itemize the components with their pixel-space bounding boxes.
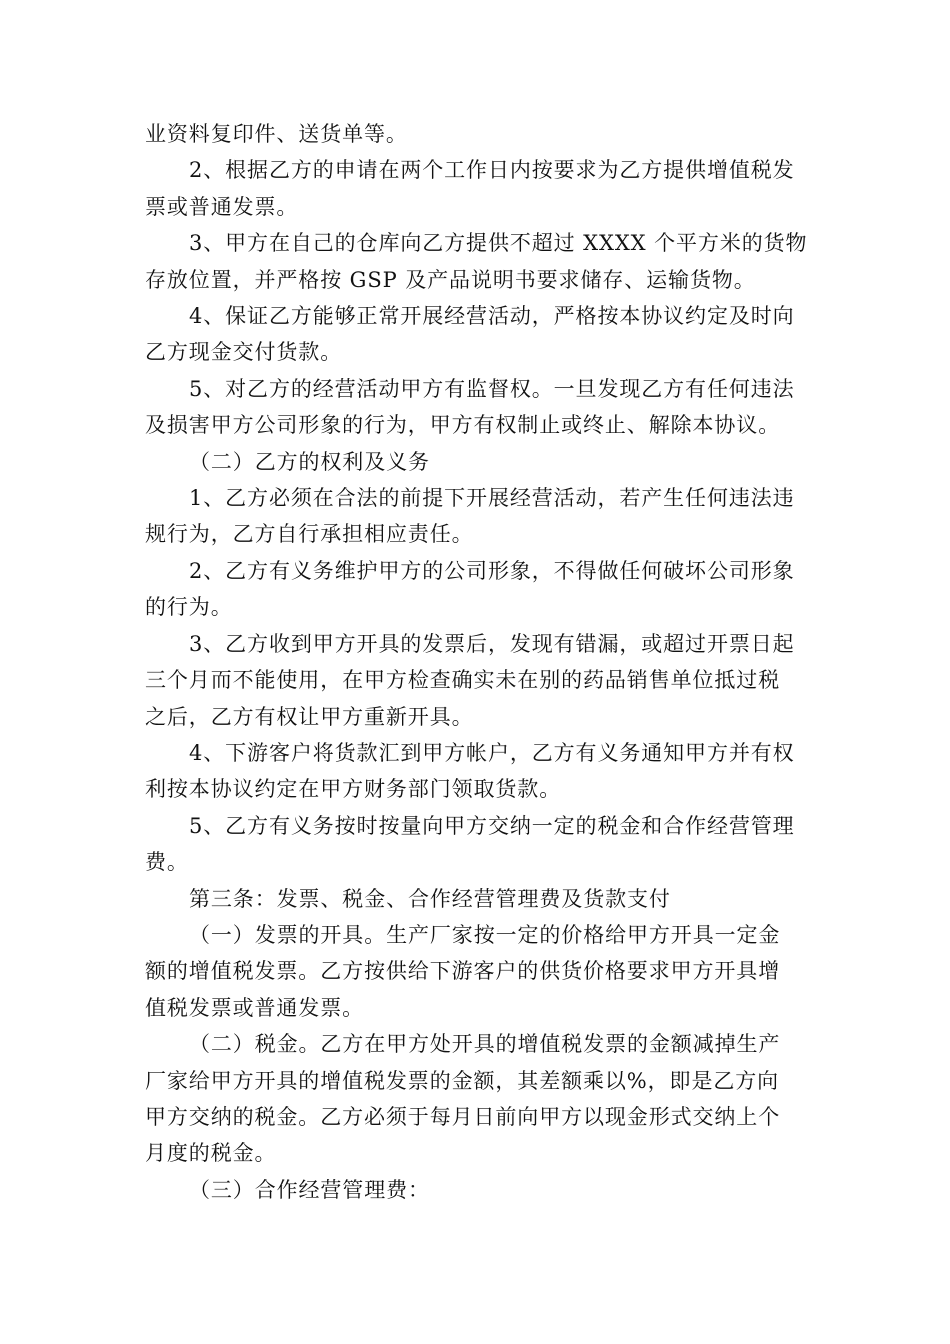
paragraph-line: 票或普通发票。 xyxy=(145,194,299,219)
paragraph xyxy=(145,626,805,735)
paragraph xyxy=(145,553,805,626)
paragraph-line: 1、乙方必须在合法的前提下开展经营活动，若产生任何违法违 xyxy=(189,486,795,511)
paragraph-line: （一）发票的开具。生产厂家按一定的价格给甲方开具一定金 xyxy=(189,922,781,947)
paragraph-line: 值税发票或普通发票。 xyxy=(145,995,364,1020)
paragraph xyxy=(145,1172,805,1208)
paragraph-line: 及损害甲方公司形象的行为，甲方有权制止或终止、解除本协议。 xyxy=(145,413,781,438)
paragraph-line: 5、乙方有义务按时按量向甲方交纳一定的税金和合作经营管理 xyxy=(189,813,795,838)
paragraph-line: 额的增值税发票。乙方按供给下游客户的供货价格要求甲方开具增 xyxy=(145,959,781,984)
paragraph-line: 业资料复印件、送货单等。 xyxy=(145,122,408,146)
paragraph-line: 第三条：发票、税金、合作经营管理费及货款支付 xyxy=(189,886,671,911)
paragraph-line: 厂家给甲方开具的增值税发票的金额，其差额乘以%，即是乙方向 xyxy=(145,1068,780,1093)
paragraph-line: 三个月而不能使用，在甲方检查确实未在别的药品销售单位抵过税 xyxy=(145,668,781,693)
paragraph xyxy=(145,1026,805,1172)
document-body xyxy=(145,116,808,1208)
paragraph-line: 规行为，乙方自行承担相应责任。 xyxy=(145,522,474,547)
paragraph-line: 4、保证乙方能够正常开展经营活动，严格按本协议约定及时向 xyxy=(189,304,795,329)
paragraph-line: 5、对乙方的经营活动甲方有监督权。一旦发现乙方有任何违法 xyxy=(189,376,795,401)
paragraph-line: 2、根据乙方的申请在两个工作日内按要求为乙方提供增值税发 xyxy=(189,158,795,183)
paragraph-line: （二）税金。乙方在甲方处开具的增值税发票的金额减掉生产 xyxy=(189,1032,781,1057)
paragraph xyxy=(145,371,805,444)
paragraph xyxy=(145,917,805,1026)
paragraph-line: 的行为。 xyxy=(145,595,233,620)
paragraph-line: 利按本协议约定在甲方财务部门领取货款。 xyxy=(145,777,562,802)
paragraph xyxy=(145,808,805,881)
paragraph-line: 甲方交纳的税金。乙方必须于每月日前向甲方以现金形式交纳上个 xyxy=(145,1104,781,1129)
paragraph-line: （三）合作经营管理费： xyxy=(189,1177,430,1202)
paragraph xyxy=(145,735,805,808)
paragraph-line: 3、乙方收到甲方开具的发票后，发现有错漏，或超过开票日起 xyxy=(189,631,795,656)
paragraph-line: 月度的税金。 xyxy=(145,1141,277,1166)
paragraph xyxy=(145,480,805,553)
paragraph xyxy=(145,881,805,917)
paragraph xyxy=(145,225,808,298)
paragraph-line: 2、乙方有义务维护甲方的公司形象，不得做任何破坏公司形象 xyxy=(189,558,795,583)
paragraph xyxy=(145,444,805,480)
paragraph-line: 4、下游客户将货款汇到甲方帐户，乙方有义务通知甲方并有权 xyxy=(189,740,795,765)
paragraph-line: 费。 xyxy=(145,850,189,875)
paragraph-line: （二）乙方的权利及义务 xyxy=(189,449,430,474)
paragraph xyxy=(145,298,805,371)
paragraph xyxy=(145,116,805,152)
paragraph-line: 乙方现金交付货款。 xyxy=(145,340,343,365)
paragraph xyxy=(145,152,805,225)
paragraph-line: 3、甲方在自己的仓库向乙方提供不超过 XXXX 个平方米的货物 xyxy=(189,231,808,256)
paragraph-line: 之后，乙方有权让甲方重新开具。 xyxy=(145,704,474,729)
paragraph-line: 存放位置，并严格按 GSP 及产品说明书要求储存、运输货物。 xyxy=(145,267,756,292)
